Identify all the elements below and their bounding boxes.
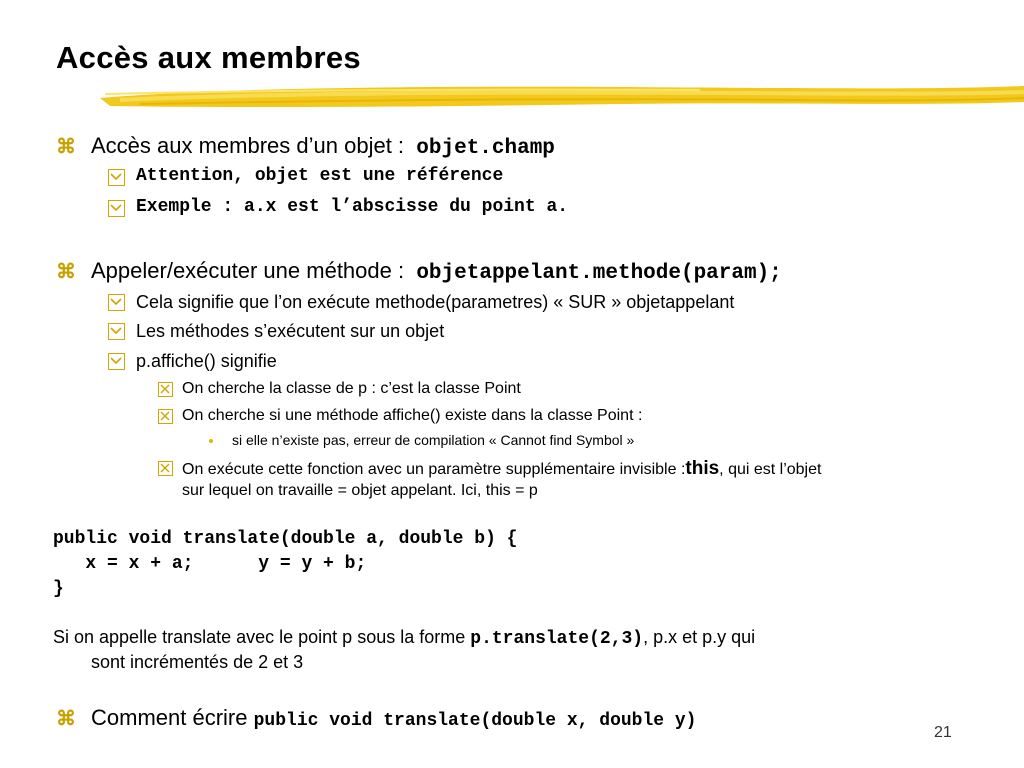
- bullet-3-code: public void translate(double x, double y): [253, 711, 697, 731]
- bullet-2-sub-3c-line2: sur lequel on travaille = objet appelant. Ici, this = p: [182, 482, 538, 499]
- checkbox-icon: [108, 294, 125, 311]
- translate-paragraph: [53, 627, 755, 649]
- bullet-2-sub-3c: [182, 458, 821, 480]
- bullet-1-code: objet.champ: [416, 137, 555, 160]
- code-line-2: x = x + a; y = y + b;: [53, 554, 367, 574]
- bullet-3: [91, 705, 696, 731]
- this-keyword: this: [685, 458, 720, 479]
- bullet-2-code: objetappelant.methode(param);: [416, 262, 782, 285]
- bullet-1-sub-1: Attention, objet est une référence: [136, 166, 504, 186]
- bullet-1: [91, 133, 555, 160]
- bullet-2-sub-1: Cela signifie que l’on exécute methode(parametres) « SUR » objetappelant: [136, 292, 735, 312]
- bullet-3-text: Comment écrire: [91, 705, 248, 730]
- bullet-2-text: Appeler/exécuter une méthode :: [91, 258, 405, 283]
- bullet-2-sub-3c-post: , qui est l’objet: [719, 461, 822, 478]
- paragraph-code: p.translate(2,3): [470, 629, 644, 649]
- dot-bullet-icon: [209, 439, 213, 443]
- code-line-3: }: [53, 579, 64, 599]
- bullet-2-sub-3c-pre: On exécute cette fonction avec un paramètre supplémentaire invisible :: [182, 461, 686, 478]
- checkbox-icon: [108, 169, 125, 186]
- bullet-2-sub-2: Les méthodes s’exécutent sur un objet: [136, 321, 445, 341]
- paragraph-post: , p.x et p.y qui: [643, 627, 756, 647]
- bullet-2-sub-3a: On cherche la classe de p : c’est la classe Point: [182, 380, 521, 397]
- command-bullet-icon: ⌘: [56, 136, 76, 158]
- slide-title: Accès aux membres: [56, 40, 361, 75]
- bullet-2-sub-3: p.affiche() signifie: [136, 351, 277, 371]
- command-bullet-icon: ⌘: [56, 708, 76, 730]
- code-line-1: public void translate(double a, double b) {: [53, 529, 518, 549]
- bullet-2-sub-3b-i: si elle n’existe pas, erreur de compilation « Cannot find Symbol »: [232, 432, 635, 448]
- checkbox-icon: [108, 353, 125, 370]
- checkbox-icon: [108, 323, 125, 340]
- page-number: 21: [934, 724, 952, 741]
- bullet-2-sub-3b: On cherche si une méthode affiche() existe dans la classe Point :: [182, 407, 643, 424]
- x-box-icon: [158, 409, 173, 424]
- x-box-icon: [158, 382, 173, 397]
- paragraph-pre: Si on appelle translate avec le point p sous la forme: [53, 627, 466, 647]
- title-underline-stroke: [100, 80, 1024, 112]
- bullet-1-text: Accès aux membres d’un objet :: [91, 133, 405, 158]
- bullet-1-sub-2: Exemple : a.x est l’abscisse du point a.: [136, 197, 569, 217]
- paragraph-line2: sont incrémentés de 2 et 3: [91, 652, 304, 672]
- command-bullet-icon: ⌘: [56, 261, 76, 283]
- x-box-icon: [158, 461, 173, 476]
- bullet-2: [91, 258, 782, 285]
- checkbox-icon: [108, 200, 125, 217]
